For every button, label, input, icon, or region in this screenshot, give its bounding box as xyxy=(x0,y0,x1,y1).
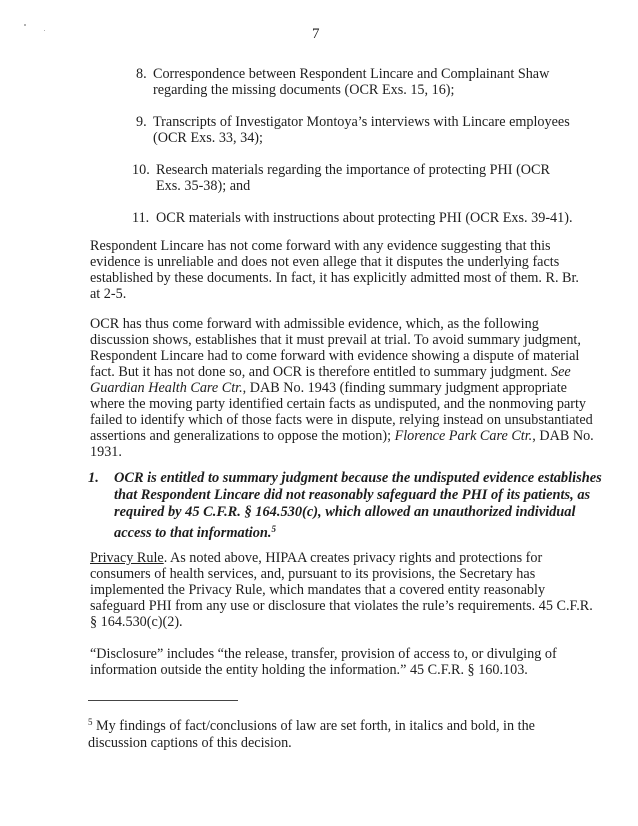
list-item-line: (OCR Exs. 33, 34); xyxy=(153,130,263,146)
privacy-rule-label: Privacy Rule xyxy=(90,550,164,566)
list-item-text xyxy=(156,210,573,226)
case-citation: Florence Park Care Ctr. xyxy=(394,428,533,444)
case-citation: Guardian Health Care Ctr. xyxy=(90,380,243,396)
page-number: 7 xyxy=(312,26,320,42)
paragraph-line: Privacy Rule. As noted above, HIPAA creates privacy rights and protections for xyxy=(90,550,543,566)
paragraph-respondent xyxy=(90,238,579,302)
scan-speck xyxy=(44,30,45,31)
paragraph-line: fact. But it has not done so, and OCR is therefore entitled to summary judgment. See xyxy=(90,364,571,380)
paragraph-line: Respondent Lincare had to come forward with evidence showing a dispute of material xyxy=(90,348,580,364)
heading-line: required by 45 C.F.R. § 164.530(c), which allowed an unauthorized individual xyxy=(114,504,576,520)
list-item-text xyxy=(156,162,550,194)
heading-line: OCR is entitled to summary judgment because the undisputed evidence establishes xyxy=(114,470,602,486)
paragraph-line: information outside the entity holding the information.” 45 C.F.R. § 160.103. xyxy=(90,662,528,678)
list-item-number: 8. xyxy=(136,66,147,82)
paragraph-line: implemented the Privacy Rule, which mandates that a covered entity reasonably xyxy=(90,582,546,598)
paragraph-line: 1931. xyxy=(90,444,122,460)
paragraph-line: consumers of health services, and, pursuant to its provisions, the Secretary has xyxy=(90,566,536,582)
list-item-line: OCR materials with instructions about protecting PHI (OCR Exs. 39-41). xyxy=(156,210,573,226)
heading-text xyxy=(114,470,602,542)
paragraph-ocr-evidence xyxy=(90,316,594,460)
paragraph-disclosure xyxy=(90,646,557,678)
list-item-line: Correspondence between Respondent Lincare and Complainant Shaw xyxy=(153,66,550,82)
heading-line: that Respondent Lincare did not reasonably safeguard the PHI of its patients, as xyxy=(114,487,591,503)
heading-line: access to that information.$^5$ xyxy=(114,524,277,541)
paragraph-line: evidence is unreliable and does not even allege that it disputes the underlying facts xyxy=(90,254,560,270)
footnote-number: 5 xyxy=(88,717,93,727)
paragraph-line: Guardian Health Care Ctr., DAB No. 1943 (finding summary judgment appropriate xyxy=(90,380,567,396)
list-item-line: Exs. 35-38); and xyxy=(156,178,251,194)
paragraph-line: § 164.530(c)(2). xyxy=(90,614,183,630)
paragraph-privacy-rule xyxy=(90,550,593,630)
paragraph-line: “Disclosure” includes “the release, transfer, provision of access to, or divulging of xyxy=(90,646,557,662)
list-item-line: Transcripts of Investigator Montoya’s interviews with Lincare employees xyxy=(153,114,570,130)
list-item-text xyxy=(153,114,570,146)
paragraph-line: at 2-5. xyxy=(90,286,127,302)
footnote-divider xyxy=(88,700,238,701)
paragraph-line: where the moving party identified certain facts as undisputed, and the nonmoving party xyxy=(90,396,587,412)
paragraph-line: established by these documents. In fact, it has explicitly admitted most of them. R. Br. xyxy=(90,270,579,286)
scan-speck xyxy=(24,24,26,26)
heading-number: 1. xyxy=(88,470,99,486)
paragraph-line: failed to identify which of those facts were in dispute, relying instead on unsubstantiated xyxy=(90,412,593,428)
footnote-line: $^5$ My findings of fact/conclusions of law are set forth, in italics and bold, in the xyxy=(88,717,535,734)
list-item-number: 9. xyxy=(136,114,147,130)
paragraph-line: discussion shows, establishes that it must prevail at trial. To avoid summary judgment, xyxy=(90,332,581,348)
list-item-number: 11. xyxy=(132,210,150,226)
list-item-line: regarding the missing documents (OCR Exs. 15, 16); xyxy=(153,82,455,98)
paragraph-line: OCR has thus come forward with admissible evidence, which, as the following xyxy=(90,316,539,332)
list-item-line: Research materials regarding the importance of protecting PHI (OCR xyxy=(156,162,550,178)
paragraph-line: assertions and generalizations to oppose the motion); Florence Park Care Ctr., DAB No. xyxy=(90,428,594,444)
footnote-line: discussion captions of this decision. xyxy=(88,735,292,751)
list-item-text xyxy=(153,66,549,98)
footnote-reference: 5 xyxy=(271,524,277,534)
footnote xyxy=(88,714,535,752)
paragraph-line: Respondent Lincare has not come forward with any evidence suggesting that this xyxy=(90,238,551,254)
case-citation-signal: See xyxy=(551,364,571,380)
paragraph-line: safeguard PHI from any use or disclosure that violates the rule’s requirements. 45 C.F.R. xyxy=(90,598,593,614)
list-item-number: 10. xyxy=(132,162,150,178)
